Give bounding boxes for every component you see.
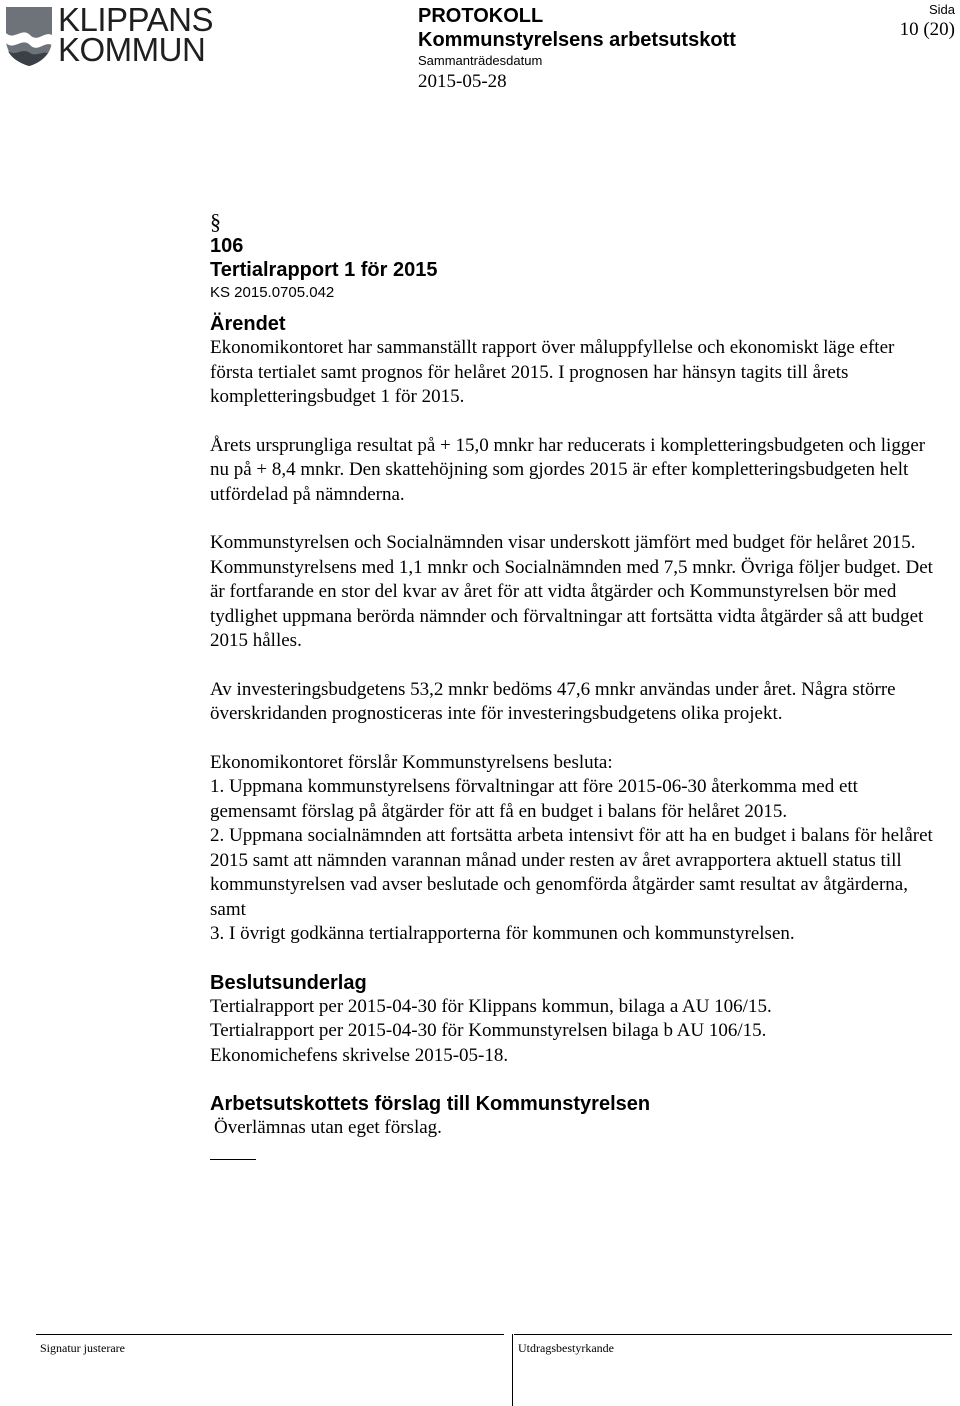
forslag-text: Överlämnas utan eget förslag. bbox=[214, 1117, 442, 1138]
document-header bbox=[418, 4, 798, 94]
municipal-shield-icon bbox=[4, 5, 54, 67]
page-number: 10 (20) bbox=[899, 19, 955, 40]
section-sign: § bbox=[210, 209, 221, 234]
logo-text-line2: KOMMUN bbox=[58, 31, 206, 68]
logo-text-line1: KLIPPANS bbox=[58, 1, 213, 38]
closing-rule bbox=[210, 1159, 256, 1160]
arendet-paragraph: Av investeringsbudgetens 53,2 mnkr bedöms 47,6 mnkr användas under året. Några större överskridanden prognosticeras inte för investeringsbudgetens olika projekt. bbox=[210, 678, 896, 724]
meeting-date-label: Sammanträdesdatum bbox=[418, 53, 543, 68]
footer-rule-left bbox=[36, 1334, 504, 1335]
signature-label: Signatur justerare bbox=[40, 1341, 125, 1355]
arendet-heading: Ärendet bbox=[210, 313, 286, 335]
municipality-logo bbox=[4, 1, 216, 69]
protocol-item bbox=[210, 210, 940, 1160]
page-indicator bbox=[900, 2, 955, 42]
beslutsunderlag-heading: Beslutsunderlag bbox=[210, 971, 367, 994]
footer-rule-right bbox=[514, 1334, 952, 1335]
certification-label: Utdragsbestyrkande bbox=[518, 1341, 614, 1355]
committee-name: Kommunstyrelsens arbetsutskott bbox=[418, 29, 736, 51]
meeting-date: 2015-05-28 bbox=[418, 71, 507, 92]
arendet-paragraph: Ekonomikontoret har sammanställt rapport över måluppfyllelse och ekonomiskt läge efter första tertialet samt prognos för helåret 2015. I prognosen har hänsyn tagits till årets kompletteringsbudget 1 för 2015. bbox=[210, 337, 895, 407]
item-number: 106 bbox=[210, 235, 244, 257]
item-title: Tertialrapport 1 för 2015 bbox=[210, 259, 438, 281]
proposal-intro: Ekonomikontoret förslår Kommunstyrelsens besluta: bbox=[210, 751, 613, 773]
forslag-heading: Arbetsutskottets förslag till Kommunstyrelsen bbox=[210, 1093, 651, 1115]
proposal-item: 2. Uppmana socialnämnden att fortsätta arbeta intensivt för att ha en budget i balans för helåret 2015 samt att nämnden varannan månad under resten av året avrapportera aktuell status till kommunstyrelsen vad avser beslutade och genomförda åtgärder samt resultat av åtgärderna, samt bbox=[210, 825, 933, 920]
case-number: KS 2015.0705.042 bbox=[210, 284, 335, 301]
document-type: PROTOKOLL bbox=[418, 5, 544, 27]
arendet-paragraph: Årets ursprungliga resultat på + 15,0 mnkr har reducerats i kompletteringsbudgeten och ligger nu på + 8,4 mnkr. Den skattehöjning som gjordes 2015 är efter kompletteringsbudgeten helt utfördelad på nämnderna. bbox=[210, 434, 926, 505]
basis-document: Ekonomichefens skrivelse 2015-05-18. bbox=[210, 1044, 509, 1066]
page-label: Sida bbox=[928, 2, 955, 17]
basis-document: Tertialrapport per 2015-04-30 för Klippans kommun, bilaga a AU 106/15. bbox=[210, 995, 772, 1017]
proposal-item: 1. Uppmana kommunstyrelsens förvaltningar att före 2015-06-30 återkomma med ett gemensamt förslag på åtgärder för att få en budget i balans för helåret 2015. bbox=[210, 776, 858, 822]
proposal-item: 3. I övrigt godkänna tertialrapporterna för kommunen och kommunstyrelsen. bbox=[210, 923, 795, 944]
basis-document: Tertialrapport per 2015-04-30 för Kommunstyrelsen bilaga b AU 106/15. bbox=[210, 1020, 767, 1041]
footer-divider bbox=[512, 1334, 513, 1406]
arendet-paragraph: Kommunstyrelsen och Socialnämnden visar underskott jämfört med budget för helåret 2015. Kommunstyrelsens med 1,1 mnkr och Socialnämnden med 7,5 mnkr. Övriga följer budget. Det är fortfarande en stor del kvar av året för att vidta åtgärder och Kommunstyrelsen bör med tydlighet uppmana berörda nämnder och förvaltningar att fortsätta vidta åtgärder så att budget 2015 hålles. bbox=[210, 532, 933, 651]
